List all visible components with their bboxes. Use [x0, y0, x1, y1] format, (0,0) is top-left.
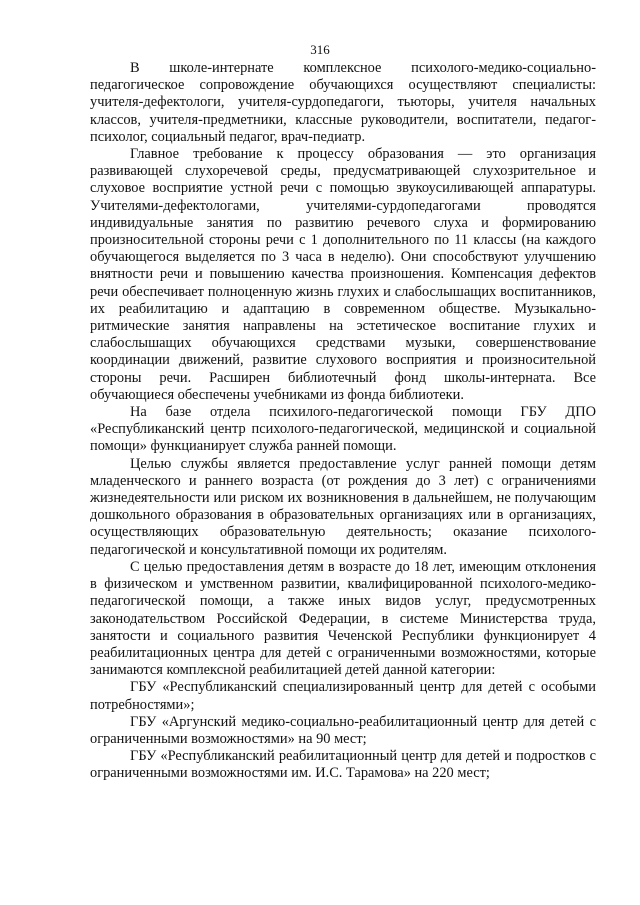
- paragraph-rehabilitation-centers: С целью предоставления детям в возрасте до 18 лет, имеющим отклонения в физическом и умственном развитии, квалифицированной психолого-медико-педагогической помощи, а также иных видов услуг, предусмотренных законодательством Российской Федерации, в системе Министерства труда, занятости и социального развития Чеченской Республики функционирует 4 реабилитационных центра для детей с ограниченными возможностями, которые занимаются комплексной реабилитацией детей данной категории:: [90, 558, 596, 679]
- list-item-center-taramov: ГБУ «Республиканский реабилитационный центр для детей и подростков с ограниченными возможностями им. И.С. Тарамова» на 220 мест;: [90, 748, 596, 782]
- paragraph-specialists: В школе-интернате комплексное психолого-медико-социально-педагогическое сопровождение обучающихся осуществляют специалисты: учителя-дефектологи, учителя-сурдопедагоги, тьюторы, учителя начальных классов, учителя-предметники, классные руководители, воспитатели, педагог-психолог, социальный педагог, врач-педиатр.: [90, 60, 596, 145]
- body-text: [90, 60, 596, 783]
- paragraph-early-help-service: На базе отдела психилого-педагогической помощи ГБУ ДПО «Республиканский центр психолого-педагогической, медицинской и социальной помощи» функцианирует служба ранней помощи.: [90, 404, 596, 455]
- list-item-center-special-needs: ГБУ «Республиканский специализированный центр для детей с особыми потребностями»;: [90, 679, 596, 713]
- paragraph-service-goal: Целью службы является предоставление услуг ранней помощи детям младенческого и раннего возраста (от рождения до 3 лет) с ограничениями жизнедеятельности или риском их возникновения в дальнейшем, не получающим дошкольного образования в образовательных организациях или в организациях, осуществляющих образовательную деятельность; оказание психолого-педагогической и консультативной помощи их родителям.: [90, 455, 596, 558]
- page-number: 316: [310, 42, 330, 57]
- list-item-center-argun: ГБУ «Аргунский медико-социально-реабилитационный центр для детей с ограниченными возможностями» на 90 мест;: [90, 713, 596, 747]
- paragraph-education-requirements: Главное требование к процессу образования — это организация развивающей слухоречевой среды, предусматривающей слухозрительное и слуховое восприятие устной речи с помощью звукоусиливающей аппаратуры. Учителями-дефектологами, учителями-сурдопедагогами проводятся индивидуальные занятия по развитию речевого слуха и формированию произносительной стороны речи с 1 дополнительного по 11 классы (на каждого обучающегося выделяется по 3 часа в неделю). Они способствуют улучшению внятности речи и повышению качества произношения. Компенсация дефектов речи обеспечивает полноценную жизнь глухих и слабослышащих воспитанников, их реабилитацию и адаптацию в современном обществе. Музыкально-ритмические занятия направлены на эстетическое воспитание глухих и слабослышащих обучающихся средствами музыки, совершенствование координации движений, развитие слухового восприятия и произносительной стороны речи. Расширен библиотечный фонд школы-интерната. Все обучающиеся обеспечены учебниками из фонда библиотеки.: [90, 146, 596, 403]
